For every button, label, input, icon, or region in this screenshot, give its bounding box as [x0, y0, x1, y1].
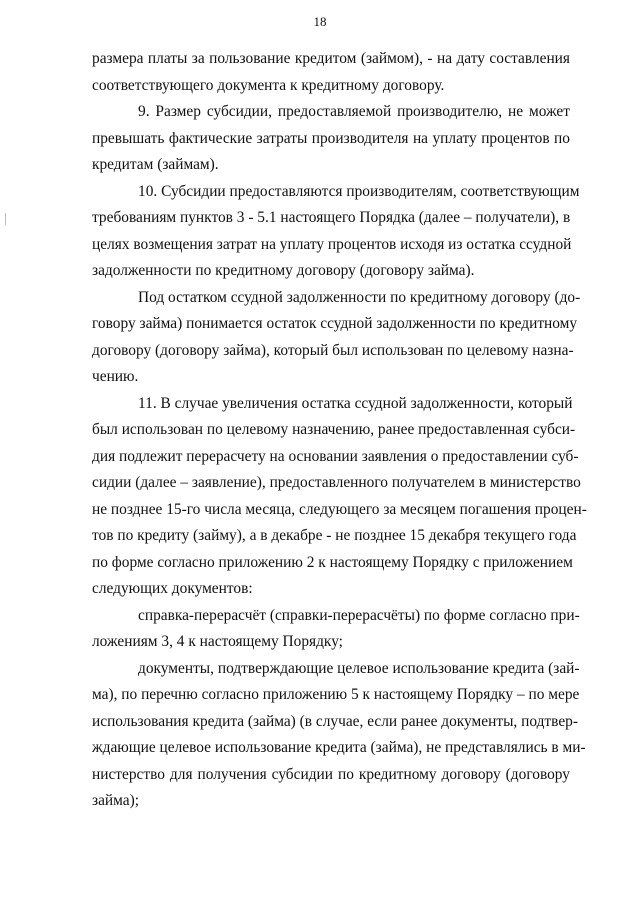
- text-line: чению.: [92, 368, 139, 385]
- paragraph: [92, 391, 587, 603]
- margin-mark: [5, 213, 6, 225]
- text-line: Под остатком ссудной задолженности по кредитному договору (до-: [138, 288, 581, 306]
- text-line: размера платы за пользование кредитом (займом), - на дату составления: [92, 50, 570, 67]
- text-line: задолженности по кредитному договору (договору займа).: [92, 262, 475, 279]
- text-line: документы, подтверждающие целевое использование кредита (зай-: [138, 659, 580, 677]
- text-line: тов по кредиту (займу), а в декабре - не позднее 15 декабря текущего года: [92, 527, 577, 544]
- text-line: следующих документов:: [92, 580, 253, 597]
- text-line: превышать фактические затраты производителя на уплату процентов по: [92, 129, 570, 147]
- text-line: 9. Размер субсидии, предоставляемой производителю, не может: [138, 103, 570, 120]
- text-line: договору (договору займа), который был использован по целевому назна-: [92, 341, 574, 359]
- text-line: ждающие целевое использование кредита (займа), не представлялись в ми-: [92, 739, 586, 756]
- paragraph: [92, 46, 570, 99]
- text-line: нистерство для получения субсидии по кредитному договору (договору: [92, 765, 570, 783]
- text-line: 10. Субсидии предоставляются производителям, соответствующим: [138, 182, 580, 200]
- text-line: целях возмещения затрат на уплату процентов исходя из остатка ссудной: [92, 235, 572, 253]
- text-line: был использован по целевому назначению, ранее предоставленная субси-: [92, 421, 576, 438]
- text-line: сидии (далее – заявление), предоставленного получателем в министерство: [92, 474, 581, 491]
- paragraph: [92, 285, 581, 391]
- paragraph: [92, 179, 580, 285]
- text-line: говору займа) понимается остаток ссудной задолженности по кредитному: [92, 315, 578, 332]
- paragraph: [92, 656, 586, 815]
- paragraph: [92, 603, 580, 656]
- text-line: 11. В случае увеличения остатка ссудной задолженности, который: [138, 394, 573, 412]
- page-number: 18: [313, 14, 327, 29]
- text-line: по форме согласно приложению 2 к настоящему Порядку с приложением: [92, 553, 573, 571]
- text-line: ма), по перечню согласно приложению 5 к настоящему Порядку – по мере: [92, 686, 580, 703]
- paragraph: [92, 99, 570, 179]
- text-line: использования кредита (займа) (в случае, если ранее документы, подтвер-: [92, 712, 578, 730]
- text-line: не позднее 15-го числа месяца, следующего за месяцем погашения процен-: [92, 500, 587, 518]
- text-line: дия подлежит перерасчету на основании заявления о предоставлении суб-: [92, 447, 579, 465]
- text-line: требованиям пунктов 3 - 5.1 настоящего Порядка (далее – получатели), в: [92, 209, 571, 226]
- text-line: соответствующего документа к кредитному договору.: [92, 76, 445, 94]
- document-body: [92, 46, 587, 815]
- text-line: кредитам (займам).: [92, 156, 219, 173]
- text-line: справка-перерасчёт (справки-перерасчёты) по форме согласно при-: [138, 606, 580, 624]
- text-line: ложениям 3, 4 к настоящему Порядку;: [92, 633, 343, 650]
- text-line: займа);: [92, 792, 140, 809]
